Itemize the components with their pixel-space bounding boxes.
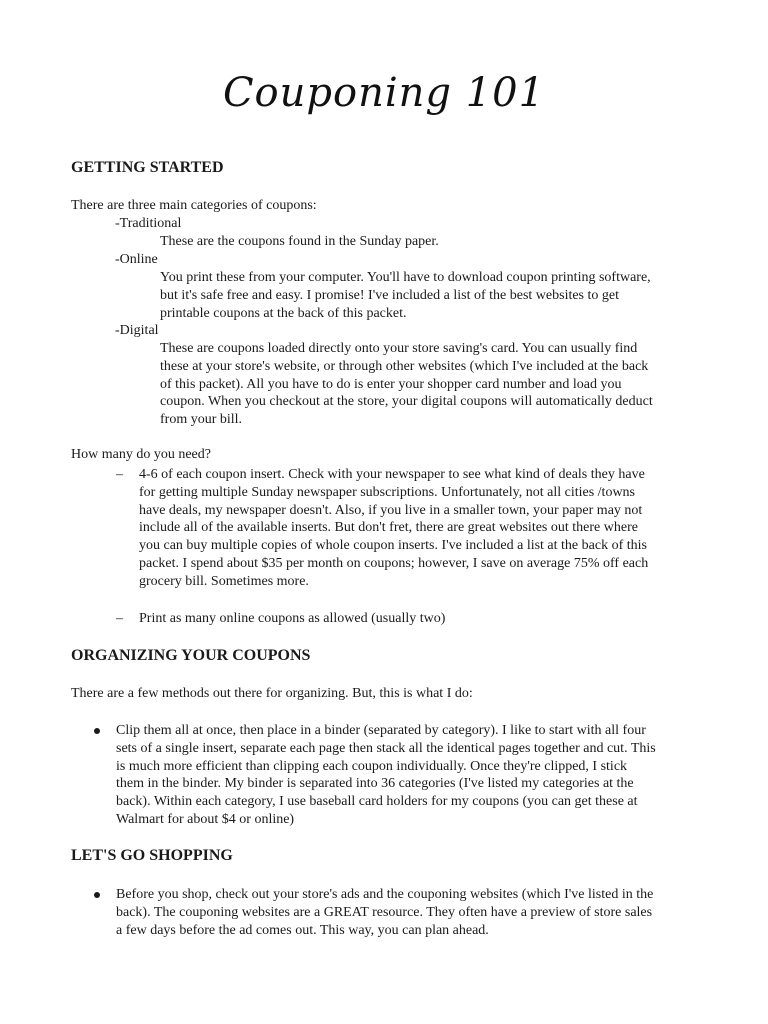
text-line: is much more efficient than clipping each coupon individually. Once they're clipped, I stick <box>116 758 628 774</box>
text-line: Walmart for about $4 or online) <box>116 811 295 827</box>
text-line: back). The couponing websites are a GREAT resource. They often have a preview of store sales <box>116 904 653 920</box>
dash-item-online <box>139 610 445 628</box>
category-desc-online <box>160 269 651 322</box>
category-desc-digital <box>160 340 653 429</box>
text-line: Print as many online coupons as allowed (usually two) <box>139 611 446 626</box>
section-heading-shopping: LET'S GO SHOPPING <box>71 847 233 864</box>
text-line: Clip them all at once, then place in a binder (separated by category). I like to start with all four <box>116 723 646 738</box>
text-line: them in the binder. My binder is separated into 36 categories (I've listed my categories at the <box>116 776 634 792</box>
text-line: a few days before the ad comes out. This way, you can plan ahead. <box>116 922 489 938</box>
text-line: of this packet). All you have to do is enter your shopper card number and load you <box>160 376 622 392</box>
text-line: include all of the available inserts. But don't fret, there are great websites out there where <box>139 520 638 536</box>
text-line: printable coupons at the back of this packet. <box>160 305 407 321</box>
text-line: coupon. When you checkout at the store, your digital coupons will automatically deduct <box>160 394 653 410</box>
text-line: sets of a single insert, separate each page then stack all the identical pages together and cut. This <box>116 740 656 756</box>
text-line: These are coupons loaded directly onto your store saving's card. You can usually find <box>160 341 638 356</box>
text-line: grocery bill. Sometimes more. <box>139 573 309 589</box>
text-line: You print these from your computer. You'll have to download coupon printing software, <box>160 270 651 285</box>
bullet-item-ads <box>116 886 653 939</box>
category-label-traditional: -Traditional <box>115 216 182 231</box>
page-title: Couponing 101 <box>222 70 546 116</box>
text-line: back). Within each category, I use baseball card holders for my coupons (you can get these at <box>116 794 638 810</box>
organizing-intro: There are a few methods out there for organizing. But, this is what I do: <box>71 686 473 701</box>
dash-marker: – <box>116 611 123 626</box>
bullet-item-binder <box>116 722 656 829</box>
text-line: 4-6 of each coupon insert. Check with your newspaper to see what kind of deals they have <box>139 467 645 482</box>
getting-started-intro: There are three main categories of coupons: <box>71 198 317 213</box>
category-label-digital: -Digital <box>115 323 159 338</box>
section-heading-organizing: ORGANIZING YOUR COUPONS <box>71 647 311 664</box>
dash-marker: – <box>116 467 123 482</box>
text-line: you can buy multiple copies of whole coupon inserts. I've included a list at the back of this <box>139 538 647 554</box>
section-heading-getting-started: GETTING STARTED <box>71 159 224 176</box>
text-line: from your bill. <box>160 412 243 428</box>
bullet-marker <box>94 728 100 734</box>
text-line: these at your store's website, or through other websites (which I've included at the back <box>160 358 649 374</box>
text-line: packet. I spend about $35 per month on coupons; however, I save on average 75% off each <box>139 555 649 571</box>
category-desc-traditional <box>160 233 439 251</box>
text-line: but it's safe free and easy. I promise! I've included a list of the best websites to get <box>160 287 619 303</box>
how-many-heading: How many do you need? <box>71 447 211 462</box>
bullet-marker <box>94 892 100 898</box>
category-label-online: -Online <box>115 252 158 267</box>
text-line: These are the coupons found in the Sunday paper. <box>160 234 439 249</box>
text-line: Before you shop, check out your store's ads and the couponing websites (which I've listed in the <box>116 887 654 902</box>
text-line: have deals, my newspaper doesn't. Also, if you live in a smaller town, your paper may not <box>139 502 643 518</box>
text-line: for getting multiple Sunday newspaper subscriptions. Unfortunately, not all cities /towns <box>139 484 636 500</box>
dash-item-inserts <box>139 466 648 591</box>
